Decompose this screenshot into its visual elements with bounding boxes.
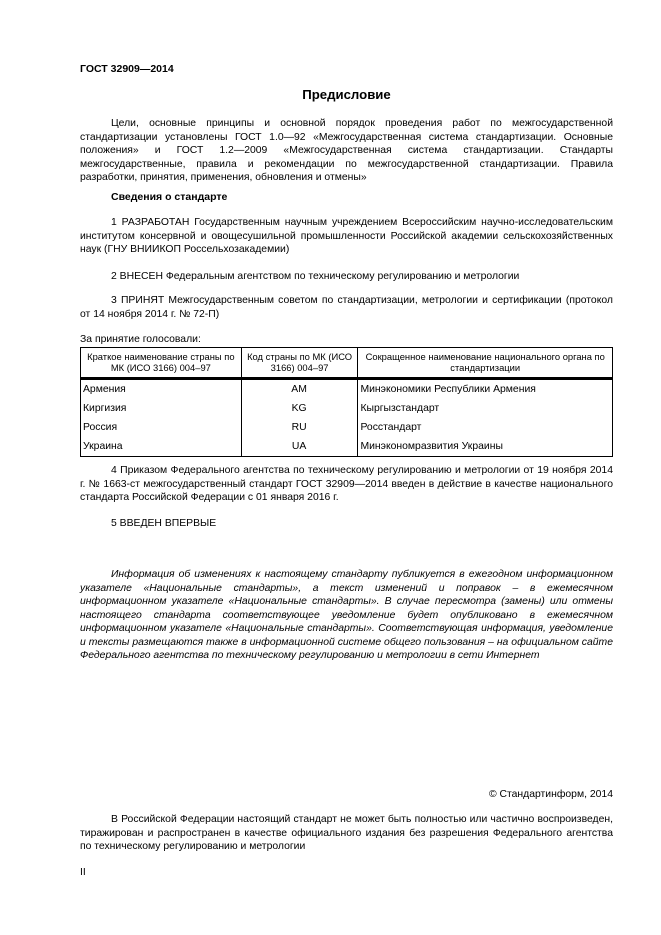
document-code: ГОСТ 32909—2014 [80, 63, 174, 75]
changes-notice: Информация об изменениях к настоящему стандарту публикуется в ежегодном информационном указателе «Национальные стандарты», а текст изменений и поправок – в ежемесячном информационном указателе «Национальные стандарты». В случае пересмотра (замены) или отмены настоящего стандарта соответствующее уведомление будет опубликовано в ежемесячном информационном указателе «Национальные стандарты». Соответствующая информация, уведомление и тексты размещаются также в информационной системе общего пользования – на официальном сайте Федерального агентства по техническому регулированию и метрологии в сети Интернет [80, 569, 613, 661]
reproduction-notice: В Российской Федерации настоящий стандарт не может быть полностью или частично воспроизведен, тиражирован и распространен в качестве официального издания без разрешения Федерального агентства по техническому регулированию и метрологии [80, 814, 613, 852]
votes-table [80, 347, 613, 457]
info-item-5: 5 ВВЕДЕН ВПЕРВЫЕ [111, 518, 217, 529]
cell-country: Киргизия [81, 399, 242, 418]
section-heading: Сведения о стандарте [111, 191, 228, 203]
cell-country: Украина [81, 437, 242, 457]
cell-authority: Кыргызстандарт [358, 399, 613, 418]
info-item-1: 1 РАЗРАБОТАН Государственным научным учреждением Всероссийским научно-исследовательским институтом консервной и овощесушильной промышленности Российской академии сельскохозяйственных наук (ГНУ ВНИИКОП Россельхозакадемии) [80, 217, 613, 255]
table-header-row [81, 348, 613, 379]
copyright-notice: © Стандартинформ, 2014 [488, 789, 613, 800]
table-row [81, 399, 613, 418]
cell-authority: Росстандарт [358, 418, 613, 437]
column-header-authority: Сокращенное наименование национального органа по стандартизации [358, 348, 613, 379]
info-item-3: 3 ПРИНЯТ Межгосударственным советом по стандартизации, метрологии и сертификации (протокол от 14 ноября 2014 г. № 72-П) [80, 295, 613, 320]
intro-paragraph: Цели, основные принципы и основной порядок проведения работ по межгосударственной стандартизации установлены ГОСТ 1.0—92 «Межгосударственная система стандартизации. Основные положения» и ГОСТ 1.2—2009 «Межгосударственная система стандартизации. Стандарты межгосударственные, правила и рекомендации по межгосударственной стандартизации. Правила разработки, принятия, применения, обновления и отмены» [80, 118, 613, 183]
cell-code: UA [241, 437, 358, 457]
cell-code: RU [241, 418, 358, 437]
column-header-country: Краткое наименование страны по МК (ИСО 3166) 004–97 [81, 348, 242, 379]
table-row [81, 379, 613, 400]
cell-authority: Минэкономики Республики Армения [358, 379, 613, 400]
info-item-4: 4 Приказом Федерального агентства по техническому регулированию и метрологии от 19 ноября 2014 г. № 1663-ст межгосударственный стандарт ГОСТ 32909—2014 введен в действие в качестве национального стандарта Российской Федерации с 01 января 2016 г. [80, 465, 613, 503]
cell-code: AM [241, 379, 358, 400]
cell-authority: Минэкономразвития Украины [358, 437, 613, 457]
page-title: Предисловие [302, 87, 391, 102]
info-item-2: 2 ВНЕСЕН Федеральным агентством по техническому регулированию и метрологии [111, 271, 520, 282]
page-number: II [80, 867, 86, 878]
cell-country: Армения [81, 379, 242, 400]
votes-label: За принятие голосовали: [80, 334, 201, 345]
column-header-code: Код страны по МК (ИСО 3166) 004–97 [241, 348, 358, 379]
table-row [81, 437, 613, 457]
table-row [81, 418, 613, 437]
cell-code: KG [241, 399, 358, 418]
cell-country: Россия [81, 418, 242, 437]
